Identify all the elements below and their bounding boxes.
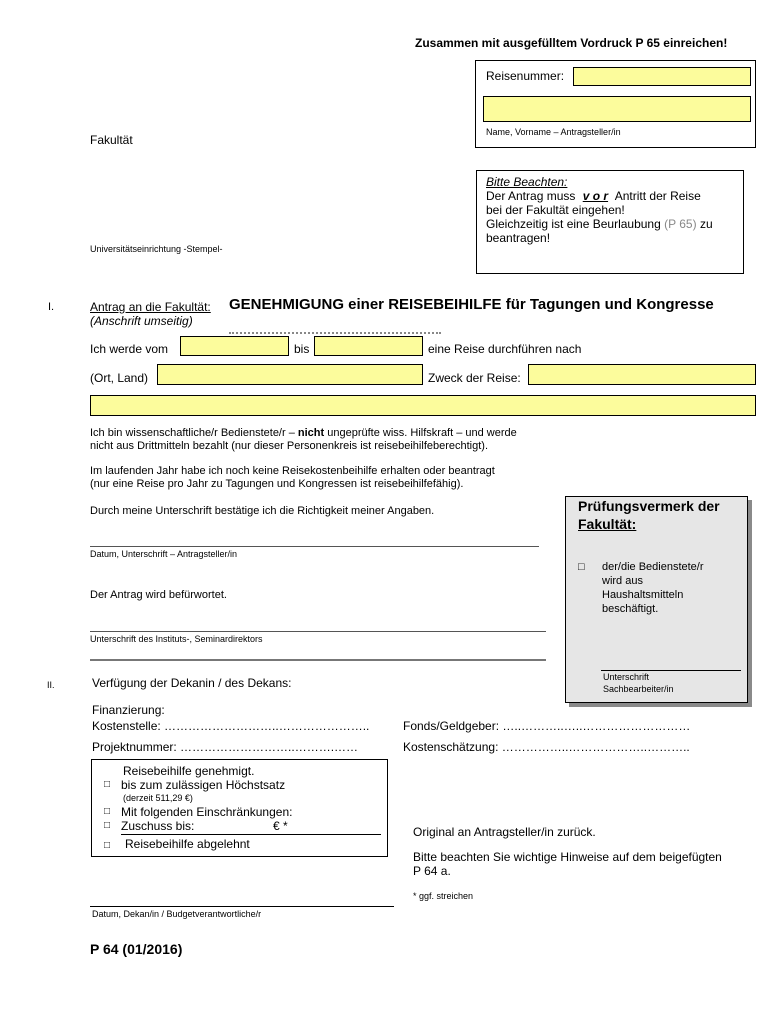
purpose-continuation-field[interactable] (90, 395, 756, 416)
title-dotted-rule (229, 332, 441, 334)
reisenummer-field[interactable] (573, 67, 751, 86)
confirmation-text: Durch meine Unterschrift bestätige ich die Richtigkeit meiner Angaben. (90, 505, 435, 517)
notice-line-1-post: Antritt der Reise (614, 189, 701, 203)
ort-land-label: (Ort, Land) (90, 371, 149, 385)
reisenummer-label: Reisenummer: (486, 69, 565, 83)
review-item-line-1: der/die Bedienstete/r (602, 561, 704, 573)
befuerwortet-text: Der Antrag wird befürwortet. (90, 589, 227, 601)
kostenstelle-field[interactable]: Kostenstelle: ………………………..………………….. (92, 719, 370, 733)
anschrift-note: (Anschrift umseitig) (90, 314, 193, 328)
stempel-label: Universitätseinrichtung -Stempel- (90, 244, 223, 254)
notice-line-1 (486, 189, 701, 203)
section-1-numeral: I. (48, 301, 55, 313)
eligibility-line-2: nicht aus Drittmitteln bezahlt (nur dieser Personenkreis ist reisebeihilfeberechtigt). (90, 440, 489, 452)
signature-line-applicant[interactable] (90, 546, 539, 547)
decision-title: Reisebeihilfe genehmigt. (123, 764, 255, 778)
finanzierung-label: Finanzierung: (92, 703, 165, 717)
review-item-line-2: wird aus (602, 575, 643, 587)
checkbox-abgelehnt[interactable]: □ (104, 840, 111, 851)
reise-nach-label: eine Reise durchführen nach (428, 342, 582, 356)
form-title: GENEHMIGUNG einer REISEBEIHILFE für Tagungen und Kongresse (229, 296, 714, 313)
option-hoechstsatz-sub: (derzeit 511,29 €) (123, 793, 193, 803)
review-signature-caption-2: Sachbearbeiter/in (603, 684, 674, 694)
option-abgelehnt: Reisebeihilfe abgelehnt (125, 837, 250, 851)
review-checkbox[interactable]: □ (578, 561, 585, 573)
notice-title: Bitte Beachten: (486, 175, 568, 189)
zweck-label: Zweck der Reise: (428, 371, 521, 385)
bis-label: bis (294, 342, 310, 356)
review-title-1: Prüfungsvermerk der (578, 498, 720, 514)
prior-aid-line-1: Im laufenden Jahr habe ich noch keine Reisekostenbeihilfe erhalten oder beantragt (90, 465, 495, 477)
option-zuschuss: Zuschuss bis: (121, 819, 195, 833)
dekan-title: Verfügung der Dekanin / des Dekans: (92, 676, 292, 690)
section-divider (90, 659, 546, 661)
signature-caption-dekan: Datum, Dekan/in / Budgetverantwortliche/r (92, 909, 262, 919)
review-signature-caption-1: Unterschrift (603, 672, 650, 682)
eligibility-nicht: nicht (297, 427, 325, 439)
projektnummer-field[interactable]: Projektnummer: ………………………..……….…… (92, 740, 359, 754)
form-id: P 64 (01/2016) (90, 941, 183, 957)
signature-caption-applicant: Datum, Unterschrift – Antragsteller/in (90, 549, 238, 559)
notice-line-4: beantragen! (486, 231, 551, 245)
werde-vom-label: Ich werde vom (90, 342, 169, 356)
notice-line-3-post: zu (699, 217, 713, 231)
zuschuss-divider (121, 834, 381, 835)
notice-line-3 (486, 217, 713, 231)
eligibility-line-1 (90, 427, 517, 439)
footnote: * ggf. streichen (413, 891, 474, 901)
notice-emphasis: v o r (582, 189, 609, 203)
checkbox-einschraenkungen[interactable]: □ (104, 806, 111, 817)
date-from-field[interactable] (180, 336, 289, 356)
antrag-label: Antrag an die Fakultät: (90, 300, 211, 314)
prior-aid-line-2: (nur eine Reise pro Jahr zu Tagungen und Kongressen ist reisebeihilfefähig). (90, 478, 464, 490)
review-item-line-4: beschäftigt. (602, 603, 659, 615)
review-signature-line[interactable] (601, 670, 741, 671)
checkbox-zuschuss[interactable]: □ (104, 820, 111, 831)
signature-line-dekan[interactable] (90, 906, 394, 907)
notice-line-3-pre: Gleichzeitig ist eine Beurlaubung (486, 217, 661, 231)
signature-line-director[interactable] (90, 631, 546, 632)
hinweis-line-2: P 64 a. (413, 864, 451, 878)
original-note: Original an Antragsteller/in zurück. (413, 825, 596, 839)
name-field[interactable] (483, 96, 751, 122)
signature-caption-director: Unterschrift des Instituts-, Seminardirektors (90, 634, 263, 644)
notice-line-2: bei der Fakultät eingehen! (486, 203, 625, 217)
hinweis-line-1: Bitte beachten Sie wichtige Hinweise auf dem beigefügten (413, 850, 722, 864)
notice-p65-ref: (P 65) (664, 217, 697, 231)
section-2-numeral: II. (47, 680, 55, 690)
option-einschraenkungen: Mit folgenden Einschränkungen: (121, 805, 293, 819)
review-item-line-3: Haushaltsmitteln (602, 589, 684, 601)
name-caption: Name, Vorname – Antragsteller/in (486, 127, 621, 137)
checkbox-hoechstsatz[interactable]: □ (104, 779, 111, 790)
eligibility-pre: Ich bin wissenschaftliche/r Bedienstete/r – (90, 427, 295, 439)
fakultaet-label: Fakultät (90, 133, 133, 147)
purpose-field[interactable] (528, 364, 756, 385)
date-to-field[interactable] (314, 336, 423, 356)
fonds-field[interactable]: Fonds/Geldgeber: …..………..…..……………………… (403, 719, 691, 733)
notice-line-1-pre: Der Antrag muss (486, 189, 576, 203)
zuschuss-euro: € * (273, 819, 288, 833)
kostenschaetzung-field[interactable]: Kostenschätzung: ……………..………………..……….. (403, 740, 690, 754)
review-title-2: Fakultät: (578, 516, 637, 532)
submission-notice: Zusammen mit ausgefülltem Vordruck P 65 einreichen! (415, 36, 728, 50)
option-hoechstsatz: bis zum zulässigen Höchstsatz (121, 778, 286, 792)
destination-field[interactable] (157, 364, 423, 385)
eligibility-post: ungeprüfte wiss. Hilfskraft – und werde (327, 427, 517, 439)
